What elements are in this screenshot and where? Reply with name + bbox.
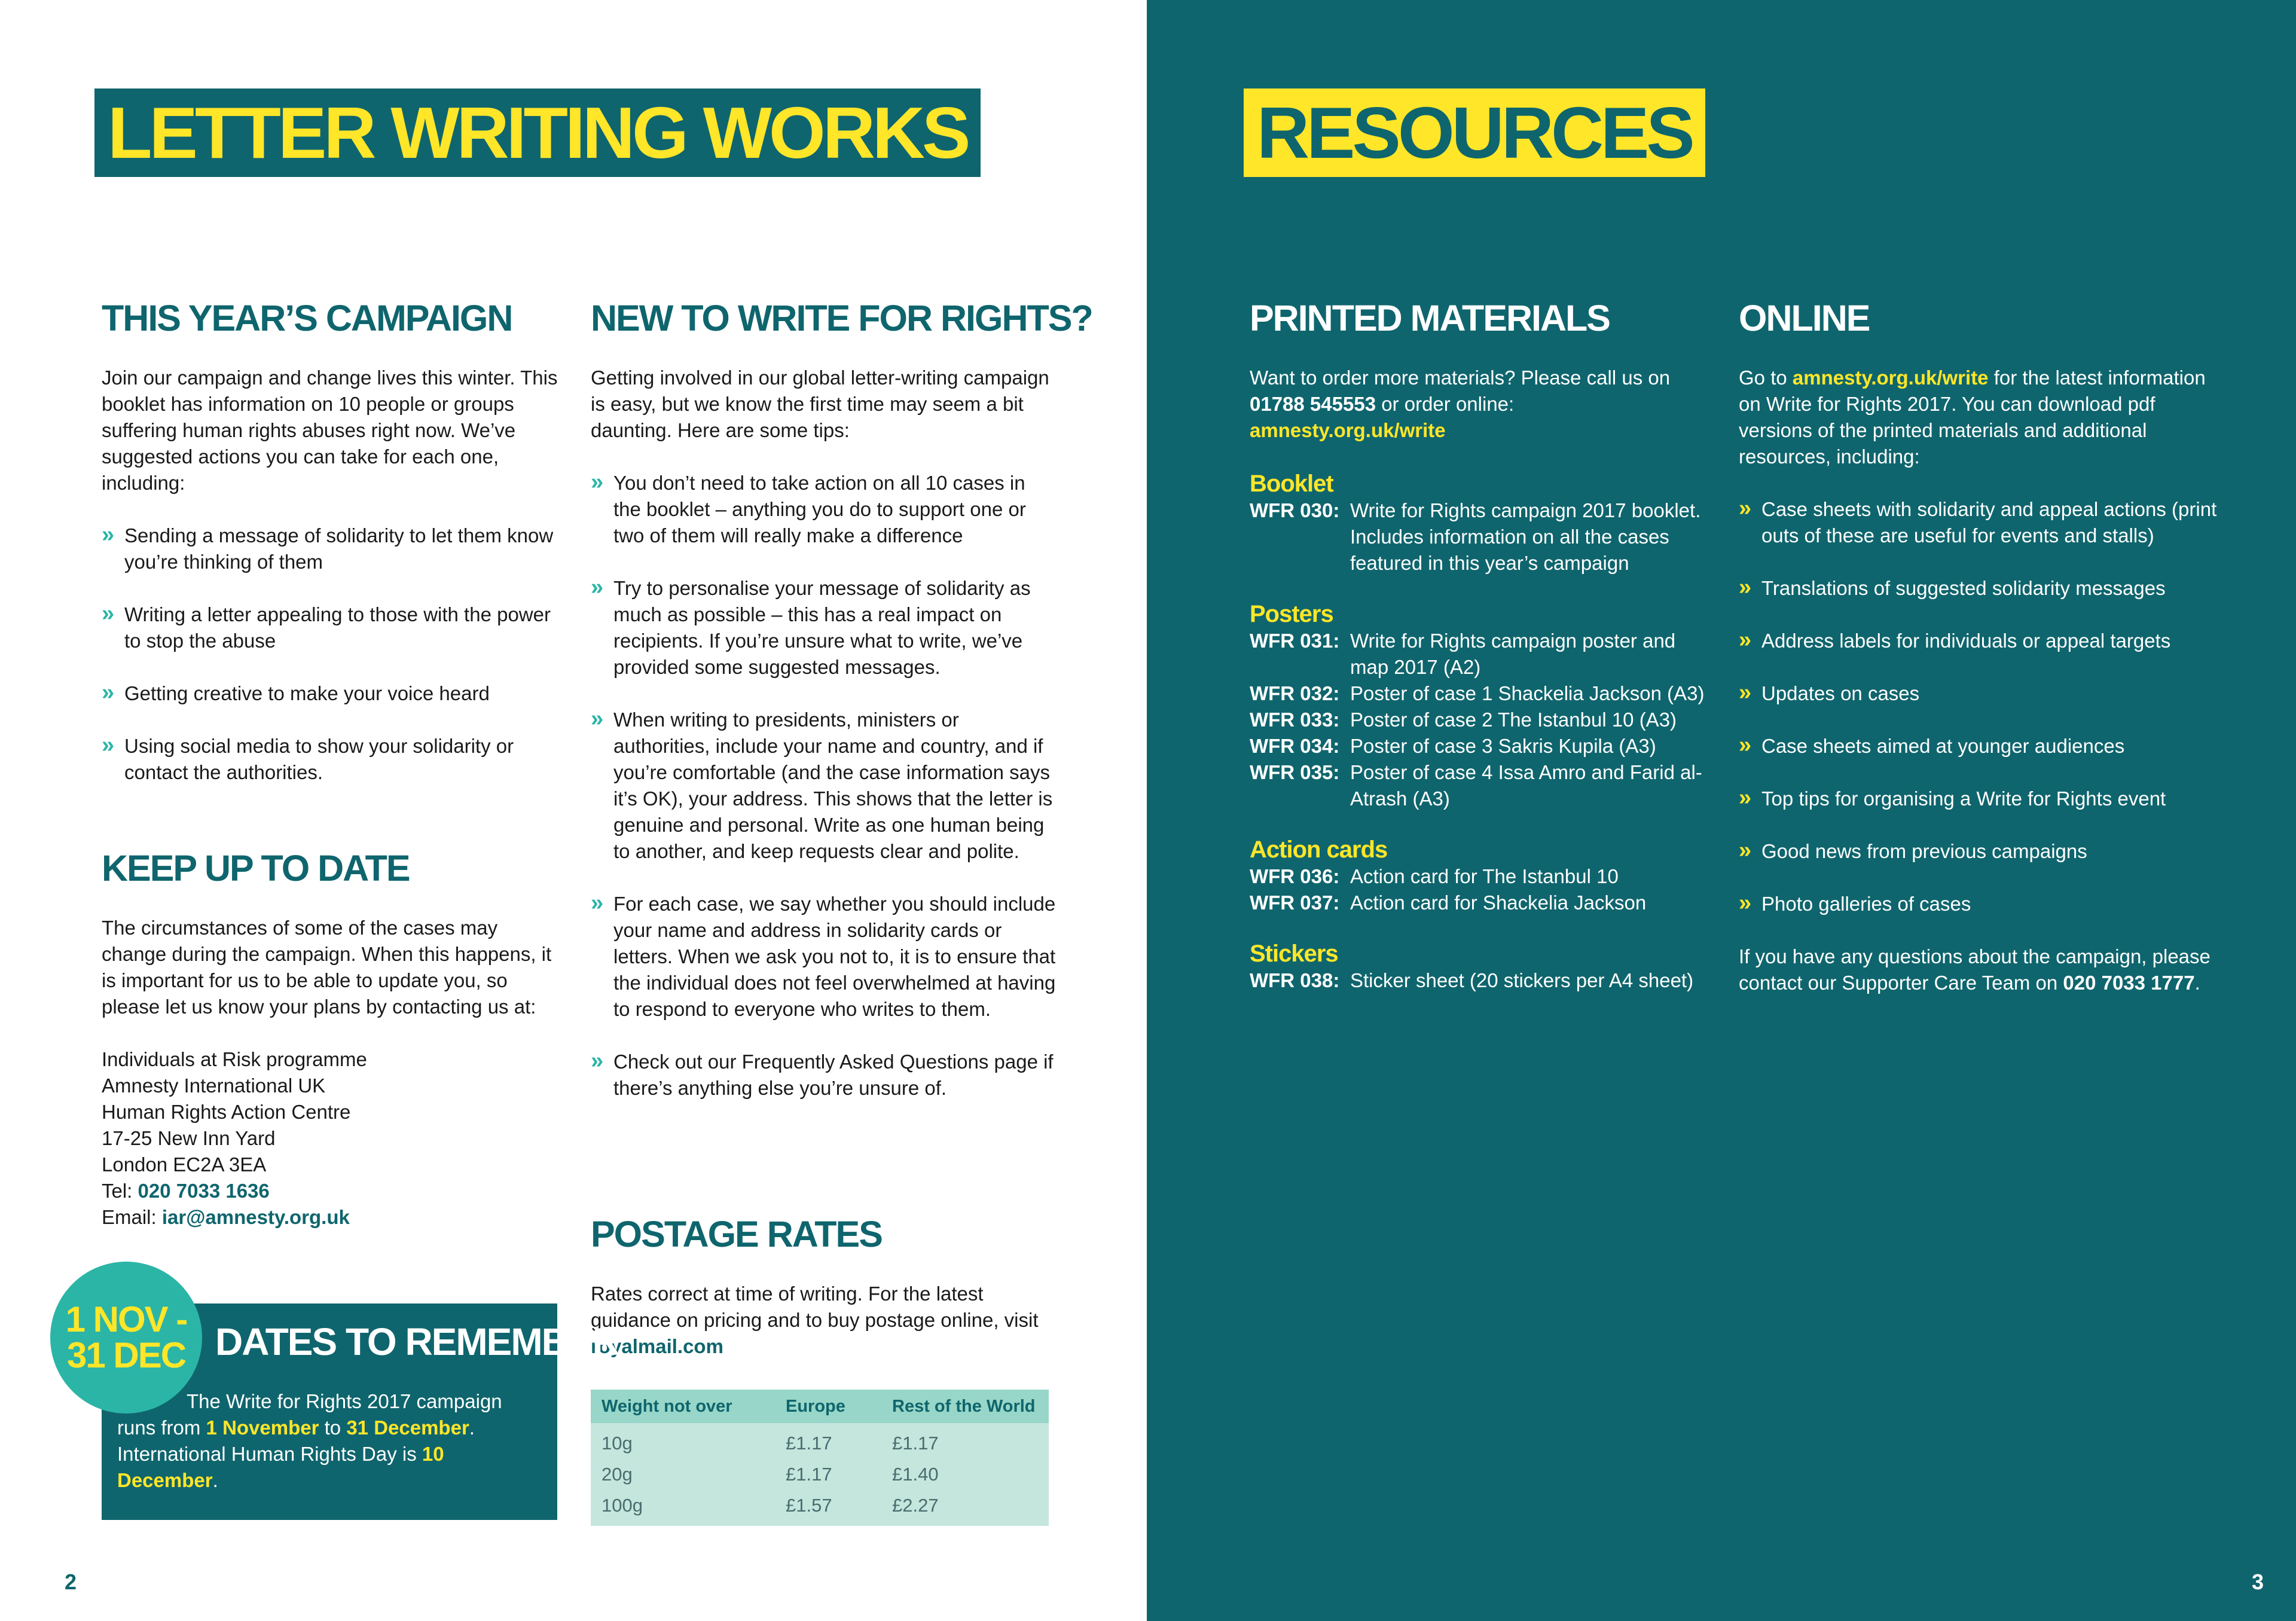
chevron-right-icon: » [1739, 732, 1752, 758]
online-outro: If you have any questions about the campaign, please contact our Supporter Care Team on 020 7033 1777. [1739, 945, 2210, 994]
new-to-intro: Getting involved in our global letter-writing campaign is easy, but we know the first time may seem a bit daunting. Here are some tips: [591, 367, 1049, 441]
table-row: 10g £1.17 £1.17 [602, 1433, 939, 1454]
material-item: WFR 037: Action card for Shackelia Jackson [1250, 892, 1647, 914]
material-item: WFR 030: Write for Rights campaign 2017 booklet. Includes information on all the cases featured in this year’s campaign [1250, 499, 1701, 574]
list-item: » Photo galleries of cases [1739, 890, 1971, 915]
list-item: » Getting creative to make your voice heard [102, 680, 490, 705]
material-item: WFR 035: Poster of case 4 Issa Amro and Farid al-Atrash (A3) [1250, 761, 1702, 810]
list-item: » Check out our Frequently Asked Questions page if there’s anything else you’re unsure of. [591, 1048, 1054, 1099]
chevron-right-icon: » [1739, 627, 1752, 652]
dates-title: DATES TO REMEMBER [215, 1320, 619, 1363]
list-item: » Top tips for organising a Write for Rights event [1739, 785, 2166, 810]
dates-circle-badge: 1 NOV - 31 DEC [50, 1262, 202, 1414]
chevron-right-icon: » [102, 522, 115, 547]
material-item: WFR 034: Poster of case 3 Sakris Kupila (A3) [1250, 735, 1656, 757]
material-item: WFR 033: Poster of case 2 The Istanbul 10 (A3) [1250, 709, 1677, 731]
printed-heading: PRINTED MATERIALS [1250, 298, 1610, 338]
chevron-right-icon: » [1739, 575, 1752, 600]
category-action-cards: Action cards [1250, 837, 1388, 863]
online-intro: Go to amnesty.org.uk/write for the latest information on Write for Rights 2017. You can download pdf versions of the printed materials and additional resources, including: [1739, 367, 2206, 468]
list-item: » Case sheets with solidarity and appeal actions (print outs of these are useful for events and stalls) [1739, 496, 2217, 547]
order-link[interactable]: amnesty.org.uk/write [1250, 419, 1446, 441]
printed-materials-column [1250, 297, 1716, 994]
list-item: » Case sheets aimed at younger audiences [1739, 732, 2125, 758]
letter-writing-banner: LETTER WRITING WORKS [94, 88, 981, 177]
page-number-left: 2 [65, 1570, 77, 1594]
column-header: Weight not over [591, 1390, 775, 1423]
chevron-right-icon: » [1739, 838, 1752, 863]
email-line: Email: iar@amnesty.org.uk [102, 1206, 350, 1228]
chevron-right-icon: » [591, 706, 604, 731]
chevron-right-icon: » [1739, 496, 1752, 521]
chevron-right-icon: » [591, 575, 604, 600]
list-item: » You don’t need to take action on all 10 cases in the booklet – anything you do to support one or two of them will really make a difference [591, 469, 1026, 547]
campaign-heading: THIS YEAR’S CAMPAIGN [102, 298, 512, 338]
chevron-right-icon: » [591, 1048, 604, 1073]
chevron-right-icon: » [591, 469, 604, 494]
tel-number[interactable]: 020 7033 1636 [138, 1180, 270, 1202]
printed-intro: Want to order more materials? Please call us on 01788 545553 or order online: amnesty.org.uk/write [1250, 367, 1671, 441]
royalmail-link[interactable]: royalmail.com [591, 1335, 723, 1357]
address-block: Individuals at Risk programme Amnesty International UK Human Rights Action Centre 17-25 New Inn Yard London EC2A 3EA Tel: 020 7033 1636 Email: iar@amnesty.org.uk [102, 1046, 562, 1231]
new-to-heading: NEW TO WRITE FOR RIGHTS? [591, 298, 1092, 338]
table-row: 20g £1.17 £1.40 [602, 1464, 939, 1485]
list-item: » Writing a letter appealing to those with the power to stop the abuse [102, 601, 551, 652]
list-item: » When writing to presidents, ministers or authorities, include your name and country, and if you’re comfortable (and the case information says it’s OK), your address. This shows that the letter is genuine and personal. Write as one human being to another, and keep requests clear and polite. [591, 706, 1053, 862]
column-header: Europe [775, 1390, 881, 1423]
online-link[interactable]: amnesty.org.uk/write [1792, 367, 1989, 389]
tips-list [591, 470, 1057, 1101]
campaign-intro: Join our campaign and change lives this winter. This booklet has information on 10 people or groups suffering human rights abuses right now. We’ve suggested actions you can take for each one, including: [102, 367, 558, 494]
list-item: » Updates on cases [1739, 680, 1920, 705]
list-item: » For each case, we say whether you should include your name and address in solidarity cards or letters. When we ask you not to, it is to ensure that the individual does not feel overwhelmed at having to respond to everyone who writes to them. [591, 890, 1056, 1020]
chevron-right-icon: » [1739, 680, 1752, 705]
dates-text: The Write for Rights 2017 campaign runs from 1 November to 31 December. International Human Rights Day is 10 December. [117, 1390, 502, 1491]
list-item: » Good news from previous campaigns [1739, 838, 2087, 863]
online-column [1739, 297, 2217, 996]
chevron-right-icon: » [1739, 890, 1752, 915]
chevron-right-icon: » [102, 732, 115, 758]
chevron-right-icon: » [591, 890, 604, 915]
left-column-1 [102, 297, 562, 812]
list-item: » Sending a message of solidarity to let them know you’re thinking of them [102, 522, 554, 573]
chevron-right-icon: » [102, 601, 115, 626]
keep-up-text: The circumstances of some of the cases may change during the campaign. When this happens, it is important for us to be able to update you, so please let us know your plans by contacting us at: [102, 917, 552, 1018]
resources-banner: RESOURCES [1244, 88, 1705, 177]
table-row: 100g £1.57 £2.27 [602, 1495, 939, 1516]
online-resources-list [1739, 496, 2217, 917]
materials-list [1250, 470, 1716, 994]
column-header: Rest of the World [881, 1390, 1049, 1423]
tel-line: Tel: 020 7033 1636 [102, 1180, 270, 1202]
chevron-right-icon: » [1739, 785, 1752, 810]
keep-up-section [102, 847, 562, 1231]
list-item: » Using social media to show your solidarity or contact the authorities. [102, 732, 514, 783]
left-page [0, 0, 1147, 1621]
supporter-care-phone[interactable]: 020 7033 1777 [2063, 972, 2195, 994]
list-item: » Translations of suggested solidarity messages [1739, 575, 2166, 600]
table-header-row [591, 1390, 1049, 1423]
postage-rates-table [591, 1390, 1049, 1526]
postage-text: Rates correct at time of writing. For the latest guidance on pricing and to buy postage online, visit royalmail.com [591, 1283, 1039, 1357]
material-item: WFR 032: Poster of case 1 Shackelia Jackson (A3) [1250, 682, 1705, 704]
category-stickers: Stickers [1250, 941, 1338, 967]
material-item: WFR 038: Sticker sheet (20 stickers per A4 sheet) [1250, 969, 1694, 991]
material-item: WFR 031: Write for Rights campaign poster and map 2017 (A2) [1250, 630, 1676, 678]
page-number-right: 3 [2251, 1570, 2264, 1594]
category-posters: Posters [1250, 601, 1333, 627]
postage-section [591, 1213, 1057, 1526]
right-page [1147, 0, 2296, 1621]
material-item: WFR 036: Action card for The Istanbul 10 [1250, 865, 1619, 887]
postage-heading: POSTAGE RATES [591, 1214, 882, 1254]
keep-up-heading: KEEP UP TO DATE [102, 848, 410, 889]
online-heading: ONLINE [1739, 298, 1870, 338]
campaign-actions-list [102, 523, 562, 786]
order-phone[interactable]: 01788 545553 [1250, 393, 1376, 415]
left-column-2 [591, 297, 1092, 1128]
list-item: » Try to personalise your message of solidarity as much as possible – this has a real impact on recipients. If you’re unsure what to write, we’ve provided some suggested messages. [591, 575, 1031, 678]
chevron-right-icon: » [102, 680, 115, 705]
category-booklet: Booklet [1250, 471, 1333, 497]
email-link[interactable]: iar@amnesty.org.uk [161, 1206, 350, 1228]
list-item: » Address labels for individuals or appeal targets [1739, 627, 2171, 652]
